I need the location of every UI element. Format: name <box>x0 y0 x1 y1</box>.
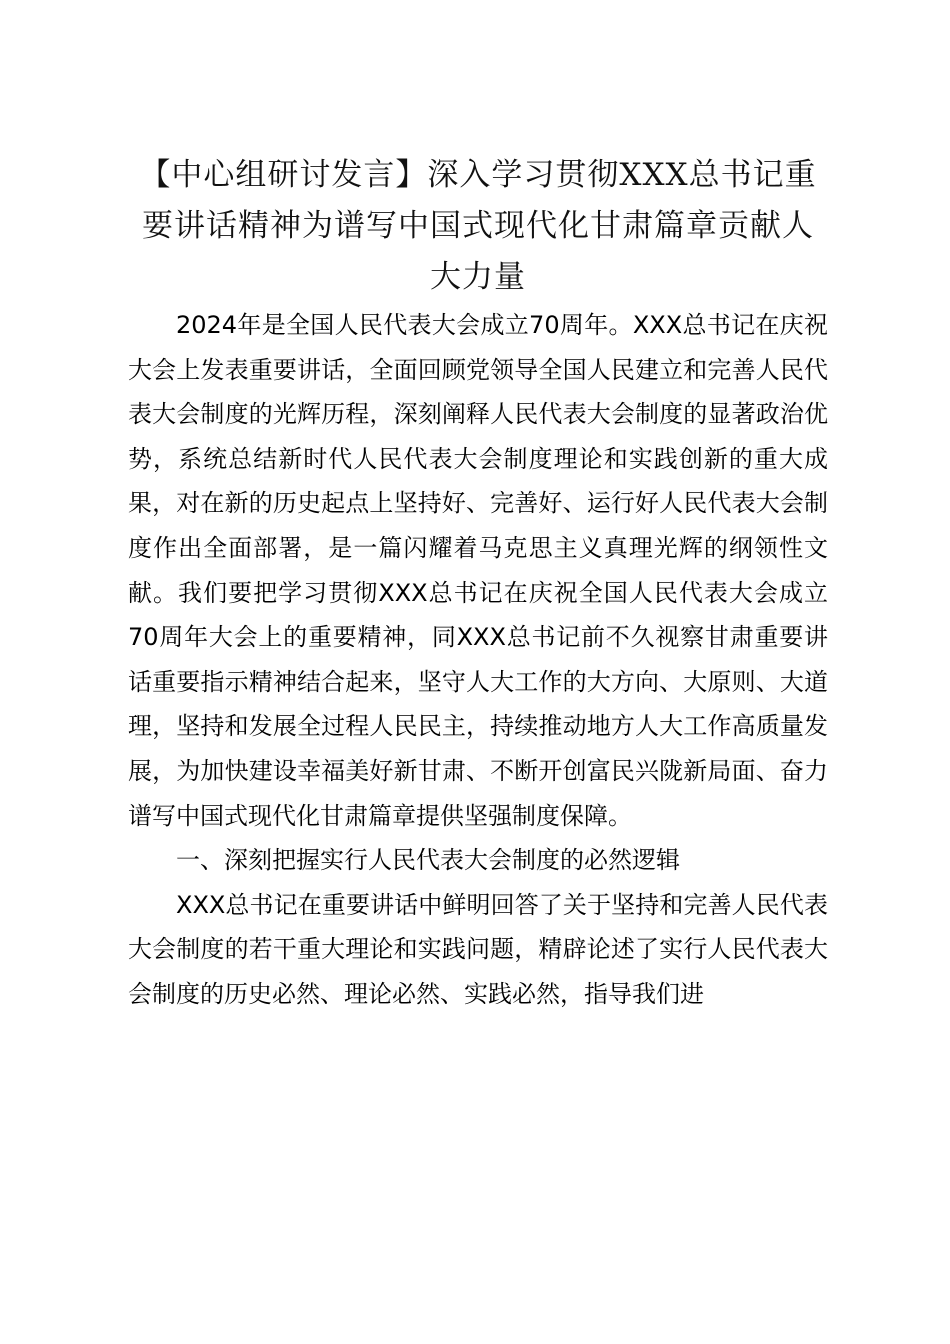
document-page <box>128 150 828 1017</box>
body-paragraph: XXX总书记在重要讲话中鲜明回答了关于坚持和完善人民代表大会制度的若干重大理论和实践问题，精辟论述了实行人民代表大会制度的历史必然、理论必然、实践必然，指导我们进 <box>128 890 828 1008</box>
intro-paragraph: 2024年是全国人民代表大会成立70周年。XXX总书记在庆祝大会上发表重要讲话，全面回顾党领导全国人民建立和完善人民代表大会制度的光辉历程，深刻阐释人民代表大会制度的显著政治优势，系统总结新时代人民代表大会制度理论和实践创新的重大成果，对在新的历史起点上坚持好、完善好、运行好人民代表大会制度作出全面部署，是一篇闪耀着马克思主义真理光辉的纲领性文献。我们要把学习贯彻XXX总书记在庆祝全国人民代表大会成立70周年大会上的重要精神，同XXX总书记前不久视察甘肃重要讲话重要指示精神结合起来，坚守人大工作的大方向、大原则、大道理，坚持和发展全过程人民民主，持续推动地方人大工作高质量发展，为加快建设幸福美好新甘肃、不断开创富民兴陇新局面、奋力谱写中国式现代化甘肃篇章提供坚强制度保障。 <box>128 311 828 830</box>
document-title: 【中心组研讨发言】深入学习贯彻XXX总书记重要讲话精神为谱写中国式现代化甘肃篇章贡献人大力量 <box>139 157 817 295</box>
section-heading: 一、深刻把握实行人民代表大会制度的必然逻辑 <box>176 846 680 875</box>
